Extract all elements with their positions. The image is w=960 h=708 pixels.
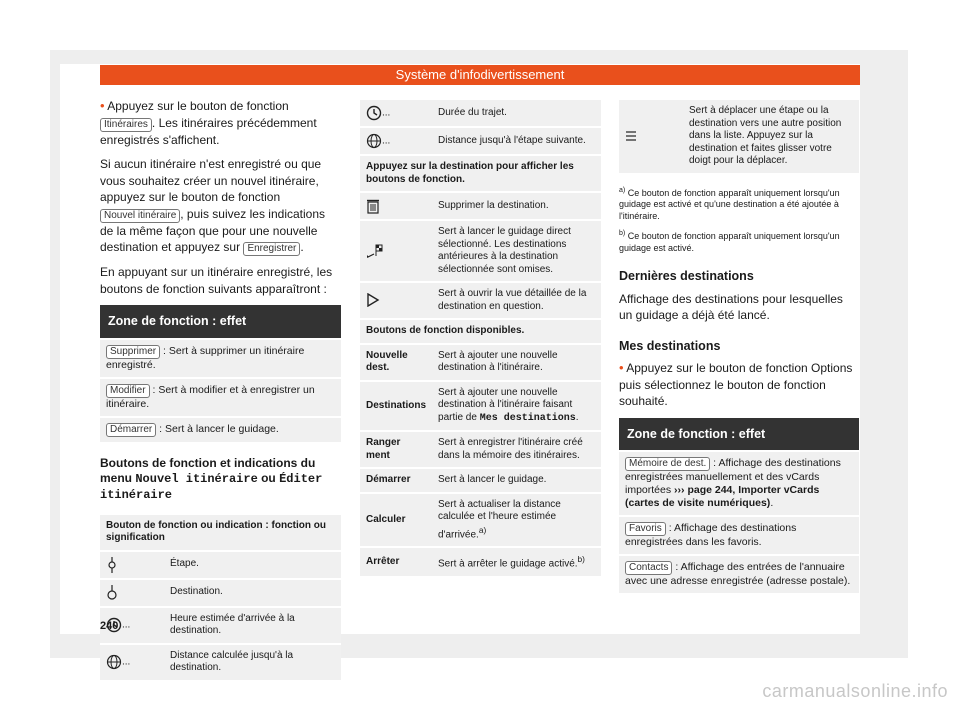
column-3 [619,98,859,593]
trash-icon[interactable] [366,198,380,214]
modifier-button[interactable]: Modifier [106,384,150,398]
play-icon[interactable] [366,293,380,307]
page-number: 240 [100,620,119,632]
table-row: Démarrer : Sert à lancer le guidage. [100,416,341,442]
nouvel-itineraire-button[interactable]: Nouvel itinéraire [100,209,180,223]
nouvelle-dest-button[interactable]: Nouvelle dest. [360,344,432,381]
drag-handle-icon[interactable] [625,130,637,142]
globe-icon [366,133,382,149]
clock-icon [366,105,382,121]
demarrer-button[interactable]: Démarrer [106,423,156,437]
indications-table [100,513,341,680]
table-row: Arrêter Sert à arrêter le guidage activé.$^{b)}$ [360,547,601,576]
table-row: ... Distance jusqu'à l'étape suivante. [360,127,601,155]
paragraph-nouvel: Si aucun itinéraire n'est enregistré ou que vous souhaitez créer un nouvel itinéraire, appuyez sur le bouton de fonction Nouvel itinéraire , puis suivez les indications de la même façon que pour une nouvelle destination et appuyez sur Enregistrer . [100,157,326,254]
table-row: Mémoire de dest. : Affichage des destinations enregistrées manuellement et des vCards importées ››› page 244, Importer vCards (cartes de visite numériques). [619,450,859,515]
function-table-head: Zone de fonction : effet [619,418,859,451]
favoris-button[interactable]: Favoris [625,522,666,536]
calculer-button[interactable]: Calculer [360,493,432,548]
paragraph-dernieres: Affichage des destinations pour lesquelles un guidage a déjà été lancé. [619,291,843,322]
column-2 [360,98,601,576]
waypoint-icon [106,557,118,573]
table-row: Supprimer la destination. [360,192,601,220]
table-row: Destination. [100,579,341,607]
footnote-a: $^{a)}$ Ce bouton de fonction apparaît uniquement lorsqu'un guidage est activé et qu'une destination a été ajoutée à l'itinéraire. [619,186,840,221]
bullet-icon: • [619,360,624,375]
table-row: Favoris : Affichage des destinations enregistrées dans les favoris. [619,515,859,554]
enregistrer-button[interactable]: Enregistrer [243,242,300,256]
checkered-flag-icon[interactable] [366,243,384,259]
table-row: Calculer Sert à actualiser la distance calculée et l'heure estimée d'arrivée.$^{a)}$ [360,493,601,548]
memoire-dest-button[interactable]: Mémoire de dest. [625,457,710,471]
table-row: Sert à déplacer une étape ou la destination vers une autre position dans la liste. Appuyez sur la destination et faites glisser votre doigt pour la déplacer. [619,99,859,173]
table-row: Modifier : Sert à modifier et à enregistrer un itinéraire. [100,377,341,416]
ranger-button[interactable]: Ranger ment [360,431,432,468]
table-row: ... Heure estimée d'arrivée à la destination. [100,607,341,644]
arreter-button[interactable]: Arrêter [360,547,432,576]
section-heading: Boutons de fonction et indications du menu Nouvel itinéraire ou Éditer itinéraire [100,455,323,502]
heading-dernieres: Dernières destinations [619,269,754,283]
heading-mes: Mes destinations [619,338,721,353]
contacts-button[interactable]: Contacts [625,561,672,575]
table-header: Bouton de fonction ou indication : fonction ou signification [100,514,341,551]
destinations-button[interactable]: Destinations [360,381,432,432]
table-row: Démarrer Sert à lancer le guidage. [360,468,601,493]
paragraph-itineraires: • Appuyez sur le bouton de fonction Itinéraires . Les itinéraires précédemment enregistrés s'affichent. [100,98,317,147]
bullet-icon: • [100,98,105,113]
table-row: Nouvelle dest. Sert à ajouter une nouvelle destination à l'itinéraire. [360,344,601,381]
function-table-head: Zone de fonction : effet [100,305,341,338]
watermark: carmanualsonline.info [762,681,948,701]
table-row: Sert à lancer le guidage direct sélectionné. Les destinations antérieures à la destination sélectionnée sont omises. [360,220,601,282]
globe-icon [106,654,122,670]
itineraires-button[interactable]: Itinéraires [100,118,152,132]
column-1 [100,98,341,680]
table-row: ... Distance calculée jusqu'à la destination. [100,644,341,680]
table-row: Sert à ouvrir la vue détaillée de la destination en question. [360,282,601,319]
table-band: Boutons de fonction disponibles. [360,319,601,344]
table-row: Contacts : Affichage des entrées de l'annuaire avec une adresse enregistrée (adresse postale). [619,554,859,593]
table-row: Étape. [100,551,341,579]
demarrer-label[interactable]: Démarrer [360,468,432,493]
table-band: Appuyez sur la destination pour afficher les boutons de fonction. [360,155,601,192]
page-title: Système d'infodivertissement [100,65,860,85]
table-row: Destinations Sert à ajouter une nouvelle destination à l'itinéraire faisant partie de Mes destinations. [360,381,601,432]
table-row: ... Durée du trajet. [360,99,601,127]
table-row: Supprimer : Sert à supprimer un itinéraire enregistré. [100,338,341,377]
supprimer-button[interactable]: Supprimer [106,345,160,359]
route-table [360,98,601,576]
paragraph-boutons: En appuyant sur un itinéraire enregistré, les boutons de fonction suivants apparaîtront : [100,265,333,296]
footnote-b: $^{b)}$ Ce bouton de fonction apparaît uniquement lorsqu'un guidage est activé. [619,230,840,253]
paragraph-mes: • Appuyez sur le bouton de fonction Options puis sélectionnez le bouton de fonction souhaité. [619,360,853,408]
drag-table [619,98,859,173]
destination-icon [106,585,118,601]
table-row: Ranger ment Sert à enregistrer l'itinéraire créé dans la mémoire des itinéraires. [360,431,601,468]
